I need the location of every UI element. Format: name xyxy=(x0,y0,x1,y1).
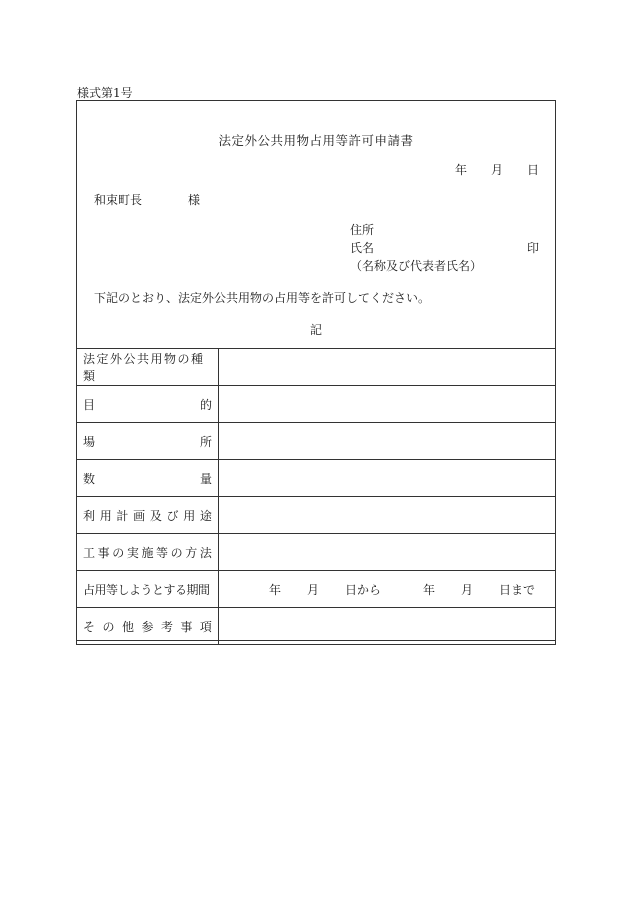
applicant-block xyxy=(350,221,482,275)
row-label-char: 方 xyxy=(185,545,198,560)
row-label-char: び xyxy=(166,508,179,523)
period-start-year-label: 年 xyxy=(269,582,282,597)
row-label-char: 項 xyxy=(199,619,212,634)
row-label-char: そ xyxy=(83,619,96,634)
row-label-char: 考 xyxy=(160,619,173,634)
row-label-char: 量 xyxy=(199,471,212,486)
row-label-cell xyxy=(77,460,219,497)
addressee xyxy=(94,191,200,208)
date-day-label: 日 xyxy=(526,163,539,177)
period-end-year-label: 年 xyxy=(423,582,436,597)
row-label xyxy=(83,433,212,450)
row-label-char: 数 xyxy=(83,471,96,486)
row-value-cell[interactable] xyxy=(219,497,556,534)
row-value-cell[interactable] xyxy=(219,349,556,386)
row-label-char: 施 xyxy=(141,545,154,560)
row-label-char: 計 xyxy=(116,508,129,523)
form-title: 法定外公共用物占用等許可申請書 xyxy=(218,133,414,148)
row-label xyxy=(83,544,212,561)
row-label-char: 等 xyxy=(156,545,169,560)
row-label: 占用等しようとする期間 xyxy=(83,582,210,597)
row-label-cell xyxy=(77,386,219,423)
row-value-cell[interactable] xyxy=(219,386,556,423)
row-value-cell[interactable] xyxy=(219,608,556,645)
table-row xyxy=(77,497,556,534)
period-range xyxy=(219,581,555,598)
addressee-name: 和束町長 xyxy=(94,193,143,207)
row-label-char: 目 xyxy=(83,397,96,412)
row-label xyxy=(83,618,212,635)
row-label-char: 利 xyxy=(83,508,96,523)
row-label: 法定外公共用物の種類 xyxy=(83,352,205,383)
table-row xyxy=(77,534,556,571)
row-label-cell xyxy=(77,423,219,460)
row-label-cell xyxy=(77,571,219,608)
table-row xyxy=(77,423,556,460)
application-date xyxy=(455,161,539,178)
ki-heading: 記 xyxy=(309,323,322,337)
period-end-day-label: 日まで xyxy=(499,582,536,597)
row-label-char: 画 xyxy=(133,508,146,523)
table-row xyxy=(77,571,556,608)
row-label-char: 的 xyxy=(199,397,212,412)
date-month-label: 月 xyxy=(490,163,503,177)
row-label-char: 及 xyxy=(149,508,162,523)
row-label-char: 参 xyxy=(141,619,154,634)
row-label-char: 実 xyxy=(126,545,139,560)
form-number: 様式第1号 xyxy=(77,86,133,100)
row-label-char: 途 xyxy=(199,508,212,523)
row-label-char: の xyxy=(112,545,125,560)
row-label-char: の xyxy=(102,619,115,634)
table-row xyxy=(77,386,556,423)
period-start-month-label: 月 xyxy=(307,582,320,597)
addressee-honorific: 様 xyxy=(188,193,201,207)
row-label-cell xyxy=(77,497,219,534)
row-label-char: 事 xyxy=(180,619,193,634)
row-label-char: 他 xyxy=(121,619,134,634)
row-label xyxy=(83,507,212,524)
row-label-char: 法 xyxy=(199,545,212,560)
row-label-cell xyxy=(77,534,219,571)
applicant-name-label: 氏名 xyxy=(350,241,375,255)
row-label-char: の xyxy=(170,545,183,560)
table-row xyxy=(77,608,556,645)
applicant-representative-label: （名称及び代表者氏名） xyxy=(350,259,483,273)
row-value-cell[interactable] xyxy=(219,571,556,608)
table-row xyxy=(77,349,556,386)
row-label-char: 事 xyxy=(97,545,110,560)
row-label xyxy=(83,470,212,487)
period-start-day-label: 日から xyxy=(345,582,382,597)
row-label-char: 場 xyxy=(83,434,96,449)
row-value-cell[interactable] xyxy=(219,534,556,571)
row-label-char: 用 xyxy=(183,508,196,523)
row-label-char: 用 xyxy=(99,508,112,523)
row-label-cell xyxy=(77,608,219,645)
date-year-label: 年 xyxy=(454,163,467,177)
row-label-char: 工 xyxy=(83,545,96,560)
period-end-month-label: 月 xyxy=(461,582,474,597)
row-value-cell[interactable] xyxy=(219,460,556,497)
application-form xyxy=(76,100,556,641)
table-row xyxy=(77,460,556,497)
row-label-char: 所 xyxy=(199,434,212,449)
row-label-cell xyxy=(77,349,219,386)
items-table xyxy=(76,348,556,645)
applicant-address-label: 住所 xyxy=(350,223,375,237)
seal-mark: 印 xyxy=(526,241,539,255)
request-statement: 下記のとおり、法定外公共用物の占用等を許可してください。 xyxy=(94,291,431,305)
row-value-cell[interactable] xyxy=(219,423,556,460)
row-label xyxy=(83,396,212,413)
